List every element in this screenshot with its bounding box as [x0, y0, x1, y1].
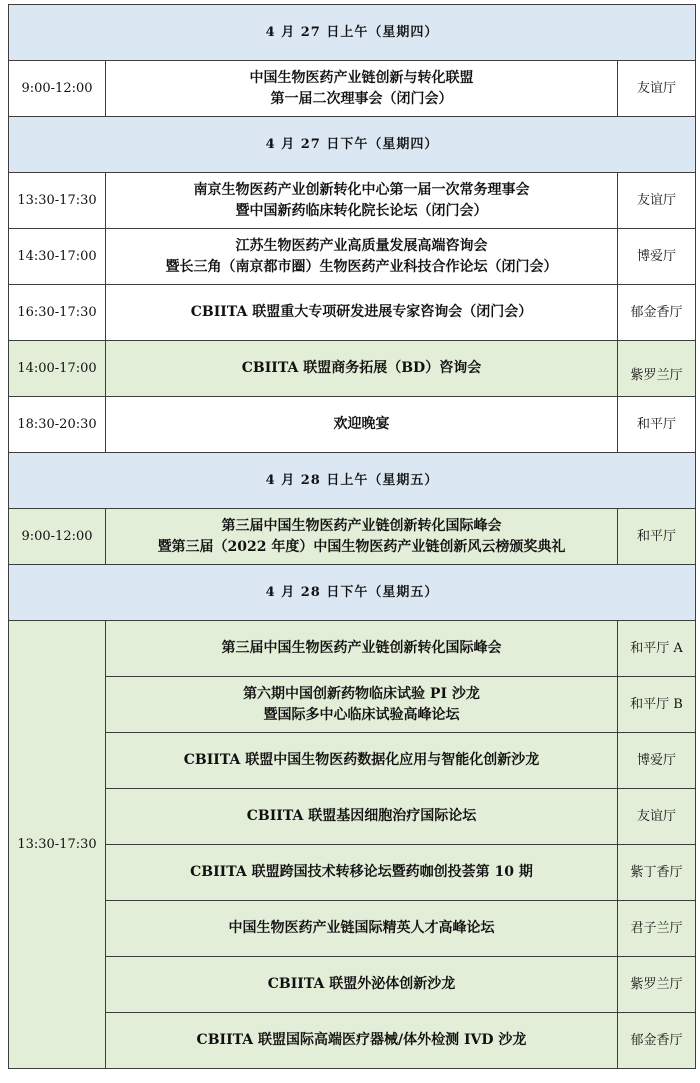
table-row — [9, 789, 696, 845]
title-line: 暨长三角（南京都市圈）生物医药产业科技合作论坛（闭门会） — [165, 258, 558, 275]
session-title — [106, 341, 618, 397]
session-title — [106, 845, 618, 901]
table-row — [9, 285, 696, 341]
table-row — [9, 733, 696, 789]
table-row — [9, 1013, 696, 1069]
session-title — [106, 173, 618, 229]
section-header-row — [9, 565, 696, 621]
section-header: 4 月 27 日上午（星期四） — [9, 5, 696, 61]
session-title — [106, 1013, 618, 1069]
venue-cell: 友谊厅 — [617, 789, 695, 845]
table-row — [9, 173, 696, 229]
title-line: CBIITA 联盟商务拓展（BD）咨询会 — [241, 360, 482, 376]
title-line: CBIITA 联盟基因细胞治疗国际论坛 — [246, 808, 477, 824]
table-row — [9, 957, 696, 1013]
title-line: CBIITA 联盟跨国技术转移论坛暨药咖创投荟第 10 期 — [190, 864, 533, 880]
title-line: CBIITA 联盟重大专项研发进展专家咨询会（闭门会） — [190, 304, 533, 320]
time-cell: 9:00-12:00 — [9, 61, 106, 117]
time-cell: 9:00-12:00 — [9, 509, 106, 565]
session-title — [106, 397, 618, 453]
section-header: 4 月 28 日上午（星期五） — [9, 453, 696, 509]
title-line: 中国生物医药产业链创新与转化联盟 — [249, 69, 474, 86]
venue-cell: 君子兰厅 — [617, 901, 695, 957]
section-header: 4 月 28 日下午（星期五） — [9, 565, 696, 621]
venue-cell: 和平厅 A — [617, 621, 695, 677]
venue-cell: 紫罗兰厅 — [617, 957, 695, 1013]
session-title — [106, 733, 618, 789]
table-row — [9, 341, 696, 397]
table-row — [9, 509, 696, 565]
title-line: 中国生物医药产业链国际精英人才高峰论坛 — [228, 920, 495, 936]
title-line: 暨国际多中心临床试验高峰论坛 — [263, 706, 460, 723]
time-cell: 18:30-20:30 — [9, 397, 106, 453]
venue-cell: 紫罗兰厅 — [617, 341, 695, 397]
time-cell: 13:30-17:30 — [9, 621, 106, 1069]
venue-cell: 和平厅 B — [617, 677, 695, 733]
title-line: 江苏生物医药产业高质量发展高端咨询会 — [235, 237, 488, 254]
table-row — [9, 677, 696, 733]
title-line: CBIITA 联盟国际高端医疗器械/体外检测 IVD 沙龙 — [196, 1032, 527, 1048]
table-row — [9, 621, 696, 677]
schedule-table — [8, 4, 696, 1069]
session-title — [106, 957, 618, 1013]
section-header: 4 月 27 日下午（星期四） — [9, 117, 696, 173]
time-cell: 14:30-17:00 — [9, 229, 106, 285]
title-line: 暨第三届（2022 年度）中国生物医药产业链创新风云榜颁奖典礼 — [157, 538, 566, 555]
section-header-row — [9, 453, 696, 509]
table-row — [9, 397, 696, 453]
table-row — [9, 901, 696, 957]
session-title — [106, 901, 618, 957]
session-title — [106, 285, 618, 341]
session-title — [106, 61, 618, 117]
title-line: 欢迎晚宴 — [333, 416, 390, 432]
title-line: 南京生物医药产业创新转化中心第一届一次常务理事会 — [193, 181, 530, 198]
session-title — [106, 789, 618, 845]
time-cell: 16:30-17:30 — [9, 285, 106, 341]
title-line: CBIITA 联盟外泌体创新沙龙 — [267, 976, 456, 992]
title-line: 暨中国新药临床转化院长论坛（闭门会） — [235, 202, 488, 219]
venue-cell: 博爱厅 — [617, 733, 695, 789]
session-title — [106, 621, 618, 677]
time-cell: 14:00-17:00 — [9, 341, 106, 397]
table-row — [9, 61, 696, 117]
session-title — [106, 677, 618, 733]
venue-cell: 紫丁香厅 — [617, 845, 695, 901]
session-title — [106, 509, 618, 565]
title-line: 第三届中国生物医药产业链创新转化国际峰会 — [221, 640, 502, 656]
title-line: 第三届中国生物医药产业链创新转化国际峰会 — [221, 517, 502, 534]
section-header-row — [9, 5, 696, 61]
title-line: 第六期中国创新药物临床试验 PI 沙龙 — [243, 685, 480, 702]
venue-cell: 郁金香厅 — [617, 285, 695, 341]
session-title — [106, 229, 618, 285]
venue-cell: 博爱厅 — [617, 229, 695, 285]
venue-cell: 友谊厅 — [617, 61, 695, 117]
venue-cell: 和平厅 — [617, 509, 695, 565]
venue-cell: 和平厅 — [617, 397, 695, 453]
table-row — [9, 229, 696, 285]
title-line: CBIITA 联盟中国生物医药数据化应用与智能化创新沙龙 — [183, 752, 540, 768]
section-header-row — [9, 117, 696, 173]
time-cell: 13:30-17:30 — [9, 173, 106, 229]
venue-cell: 郁金香厅 — [617, 1013, 695, 1069]
title-line: 第一届二次理事会（闭门会） — [270, 90, 453, 107]
table-row — [9, 845, 696, 901]
venue-cell: 友谊厅 — [617, 173, 695, 229]
